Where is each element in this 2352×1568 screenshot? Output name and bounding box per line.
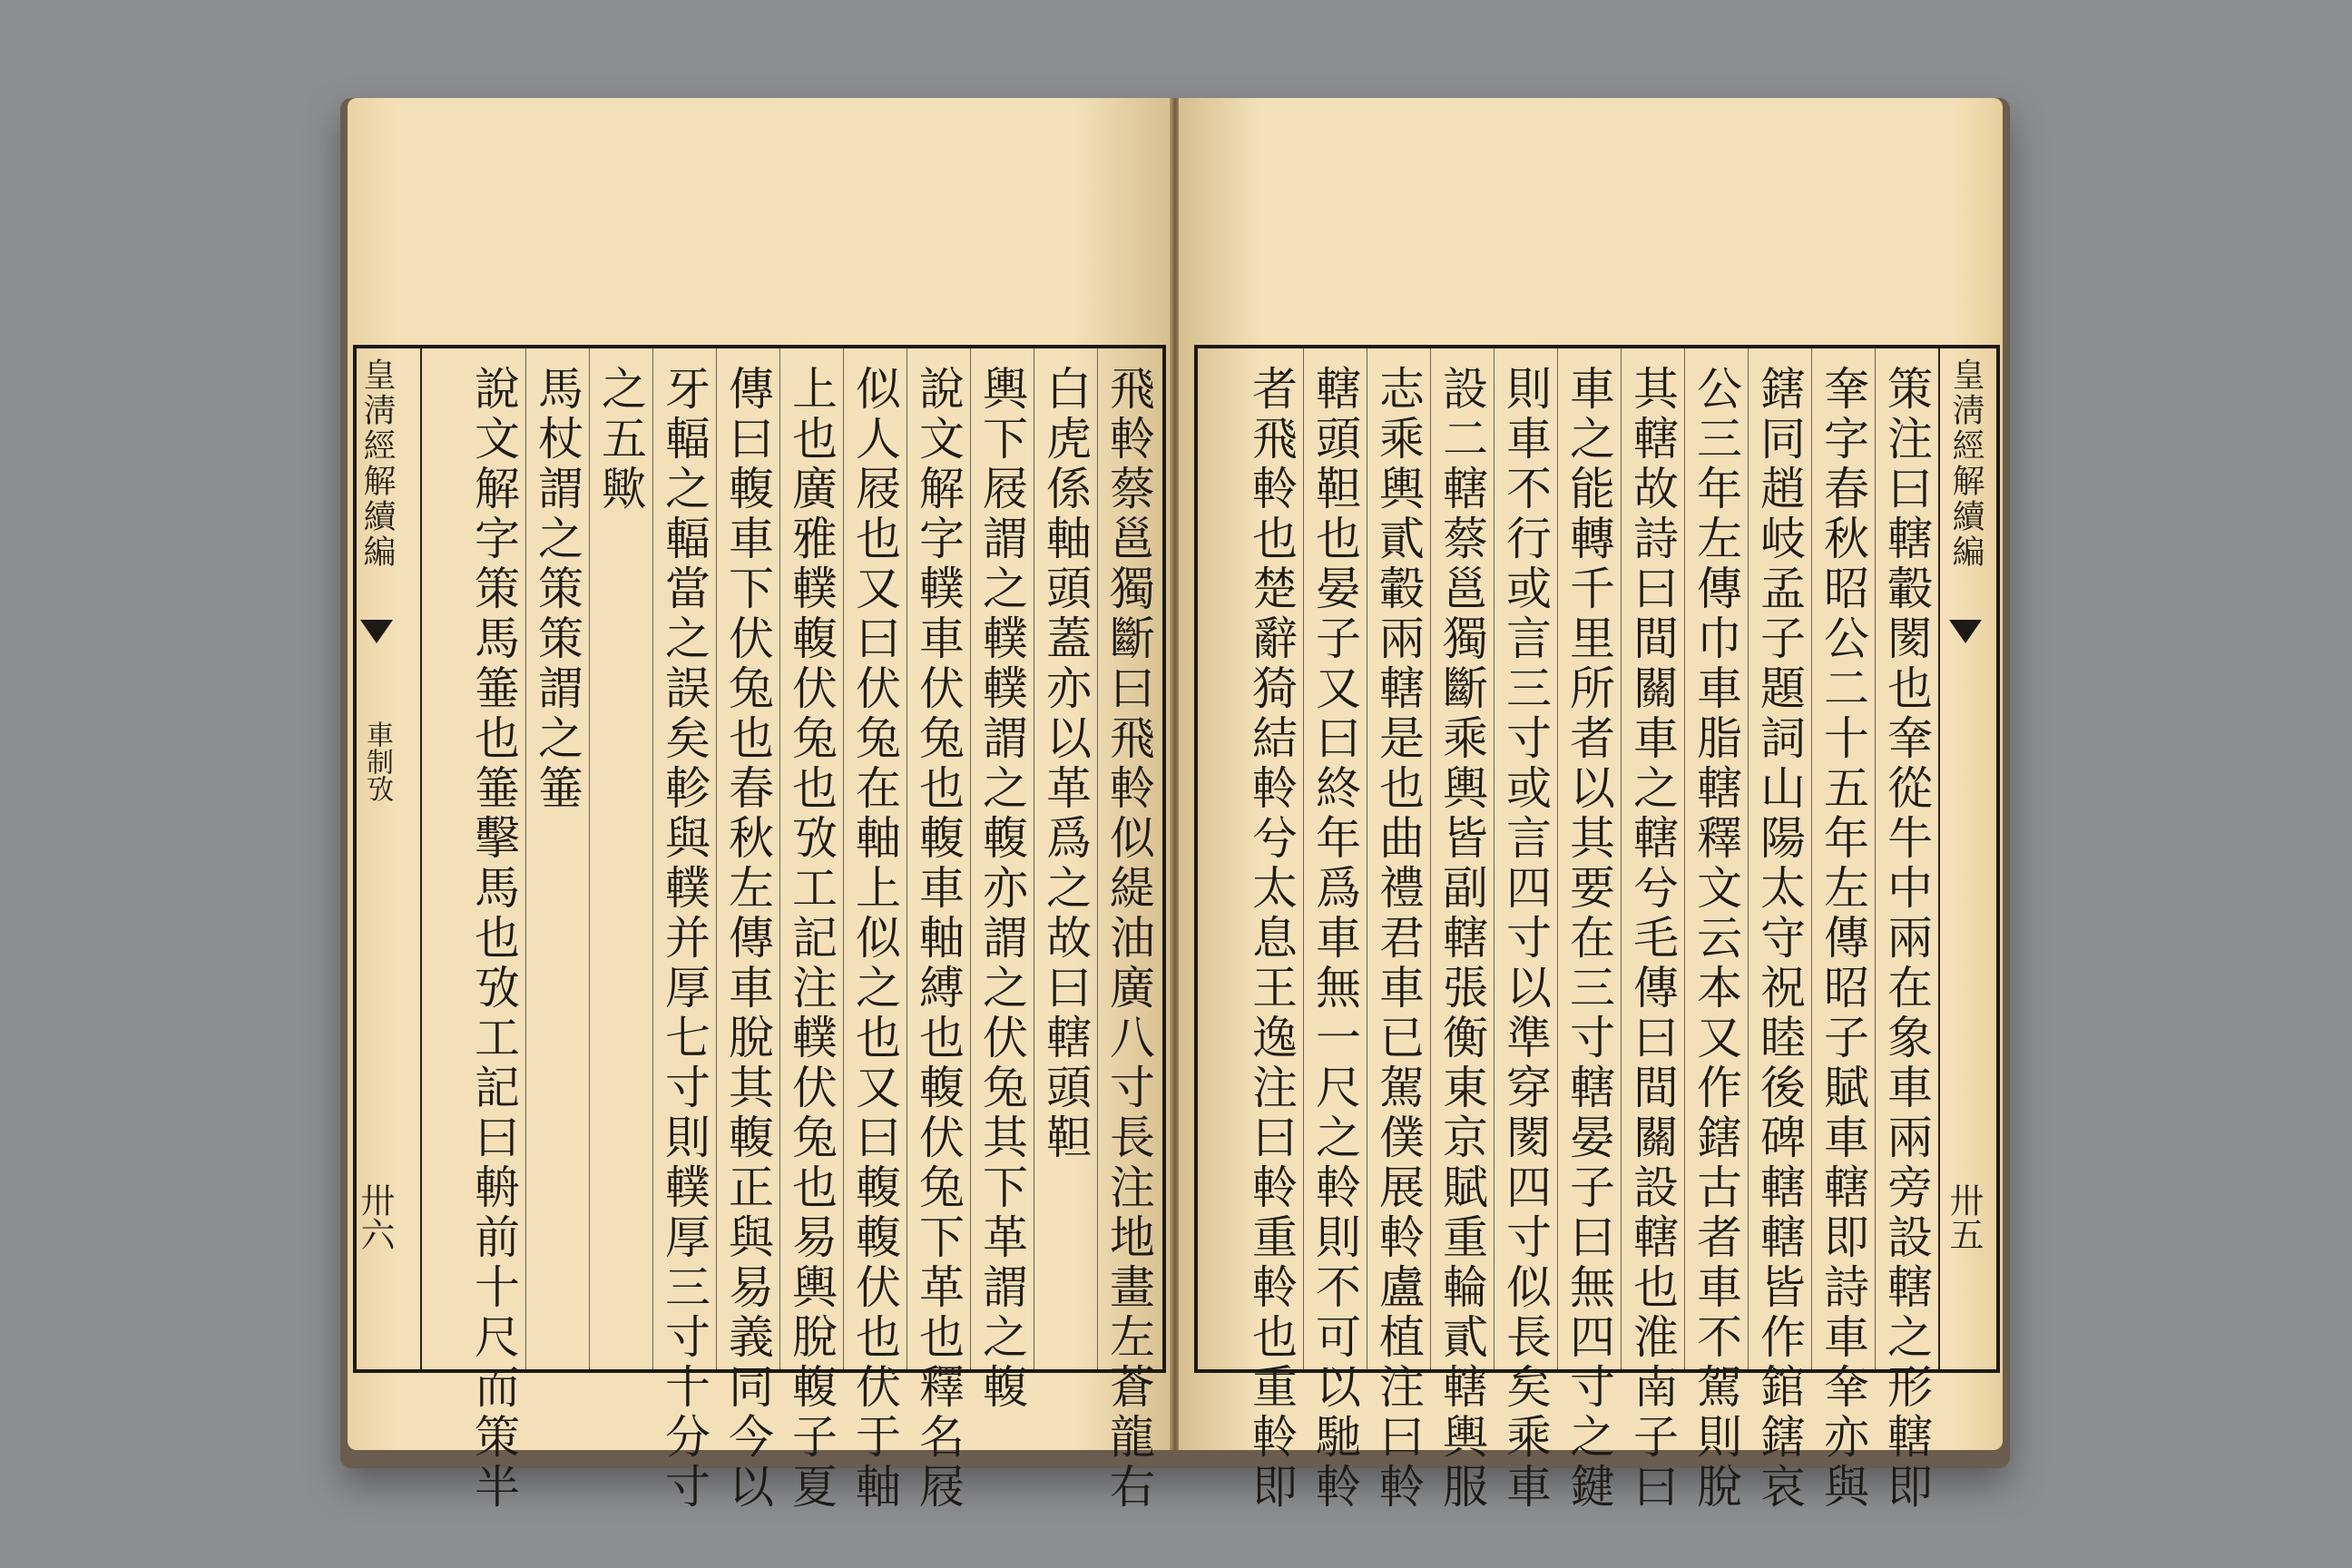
text-column: 飛軨蔡邕獨斷曰飛軨似緹油廣八寸長注地畫左蒼龍右	[1097, 348, 1161, 1369]
text-column: 其轄故詩曰間關車之轄兮毛傳曰間關設轄也淮南子曰	[1621, 348, 1684, 1369]
right-banxin	[1944, 348, 1989, 1369]
text-column: 設二轄蔡邕獨斷乘輿皆副轄張衡東京賦重輪貳轄輿服	[1430, 348, 1494, 1369]
banxin-title: 皇淸經解續編	[358, 358, 396, 570]
banxin-border	[420, 348, 422, 1369]
text-column: 說文解字轐車伏兔也輹車軸縛也輹伏兔下革也釋名屐	[906, 348, 970, 1369]
text-column: 者飛軨也楚辭猗結軨兮太息王逸注曰軨重軨也重軨即	[1245, 365, 1298, 1513]
banxin-section: 車制攷	[361, 720, 393, 802]
open-book	[340, 98, 2010, 1513]
page-number: 卅六	[355, 1182, 395, 1251]
right-text-columns	[1240, 348, 1938, 1513]
text-column: 傳曰輹車下伏兔也春秋左傳車脫其輹正與易義同今以	[716, 348, 779, 1369]
text-column: 策注曰轄轂閡也羍從牛中兩在象車兩旁設轄之形轄即	[1875, 348, 1938, 1369]
text-column: 志乘輿貳轂兩轄是也曲禮君車已駕僕展軨盧植注曰軨	[1367, 348, 1430, 1369]
left-banxin	[355, 348, 400, 1369]
fish-tail-mark	[1949, 620, 1982, 643]
left-page	[348, 98, 1171, 1513]
right-text-frame	[1194, 345, 2000, 1513]
text-column: 輿下屐謂之轐轐謂之輹亦謂之伏兔其下革謂之輹	[970, 348, 1034, 1369]
text-column: 白虎係軸頭蓋亦以革爲之故曰轄頭靼	[1034, 348, 1097, 1369]
text-column: 車之能轉千里所者以其要在三寸轄晏子曰無四寸之鍵	[1557, 348, 1621, 1369]
text-column: 說文解字策馬箠也箠擊馬也攷工記曰輈前十尺而策半	[467, 365, 520, 1513]
banxin-title: 皇淸經解續編	[1947, 358, 1984, 570]
text-column: 似人屐也又曰伏兔在軸上似之也又曰輹輹伏也伏于軸	[843, 348, 906, 1369]
page-number: 卅五	[1944, 1182, 1984, 1251]
text-column: 轄頭靼也晏子又曰終年爲車無一尺之軨則不可以馳軨	[1303, 348, 1367, 1369]
text-column: 馬杖謂之策策謂之箠	[525, 348, 589, 1369]
fish-tail-mark	[360, 620, 393, 643]
text-column: 之五歟	[589, 348, 652, 1369]
left-text-columns	[453, 348, 1161, 1513]
text-column: 牙輻之輻當之誤矣軫與轐并厚七寸則轐厚三寸十分寸	[652, 348, 716, 1369]
left-text-frame	[353, 345, 1166, 1513]
text-column: 羍字春秋昭公二十五年左傳昭子賦車轄即詩車羍亦與	[1811, 348, 1875, 1369]
text-column: 上也廣雅轐輹伏兔也攷工記注轐伏兔也易輿脫輹子夏	[779, 348, 843, 1369]
text-column: 公三年左傳巾車脂轄釋文云本又作鎋古者車不駕則脫	[1684, 348, 1748, 1369]
text-column: 則車不行或言三寸或言四寸以準穿閡四寸似長矣乘車	[1494, 348, 1557, 1369]
right-page	[1179, 98, 2003, 1513]
text-column: 鎋同趙岐孟子題詞山陽太守祝睦後碑轄轄皆作錧鎋哀	[1748, 348, 1811, 1369]
